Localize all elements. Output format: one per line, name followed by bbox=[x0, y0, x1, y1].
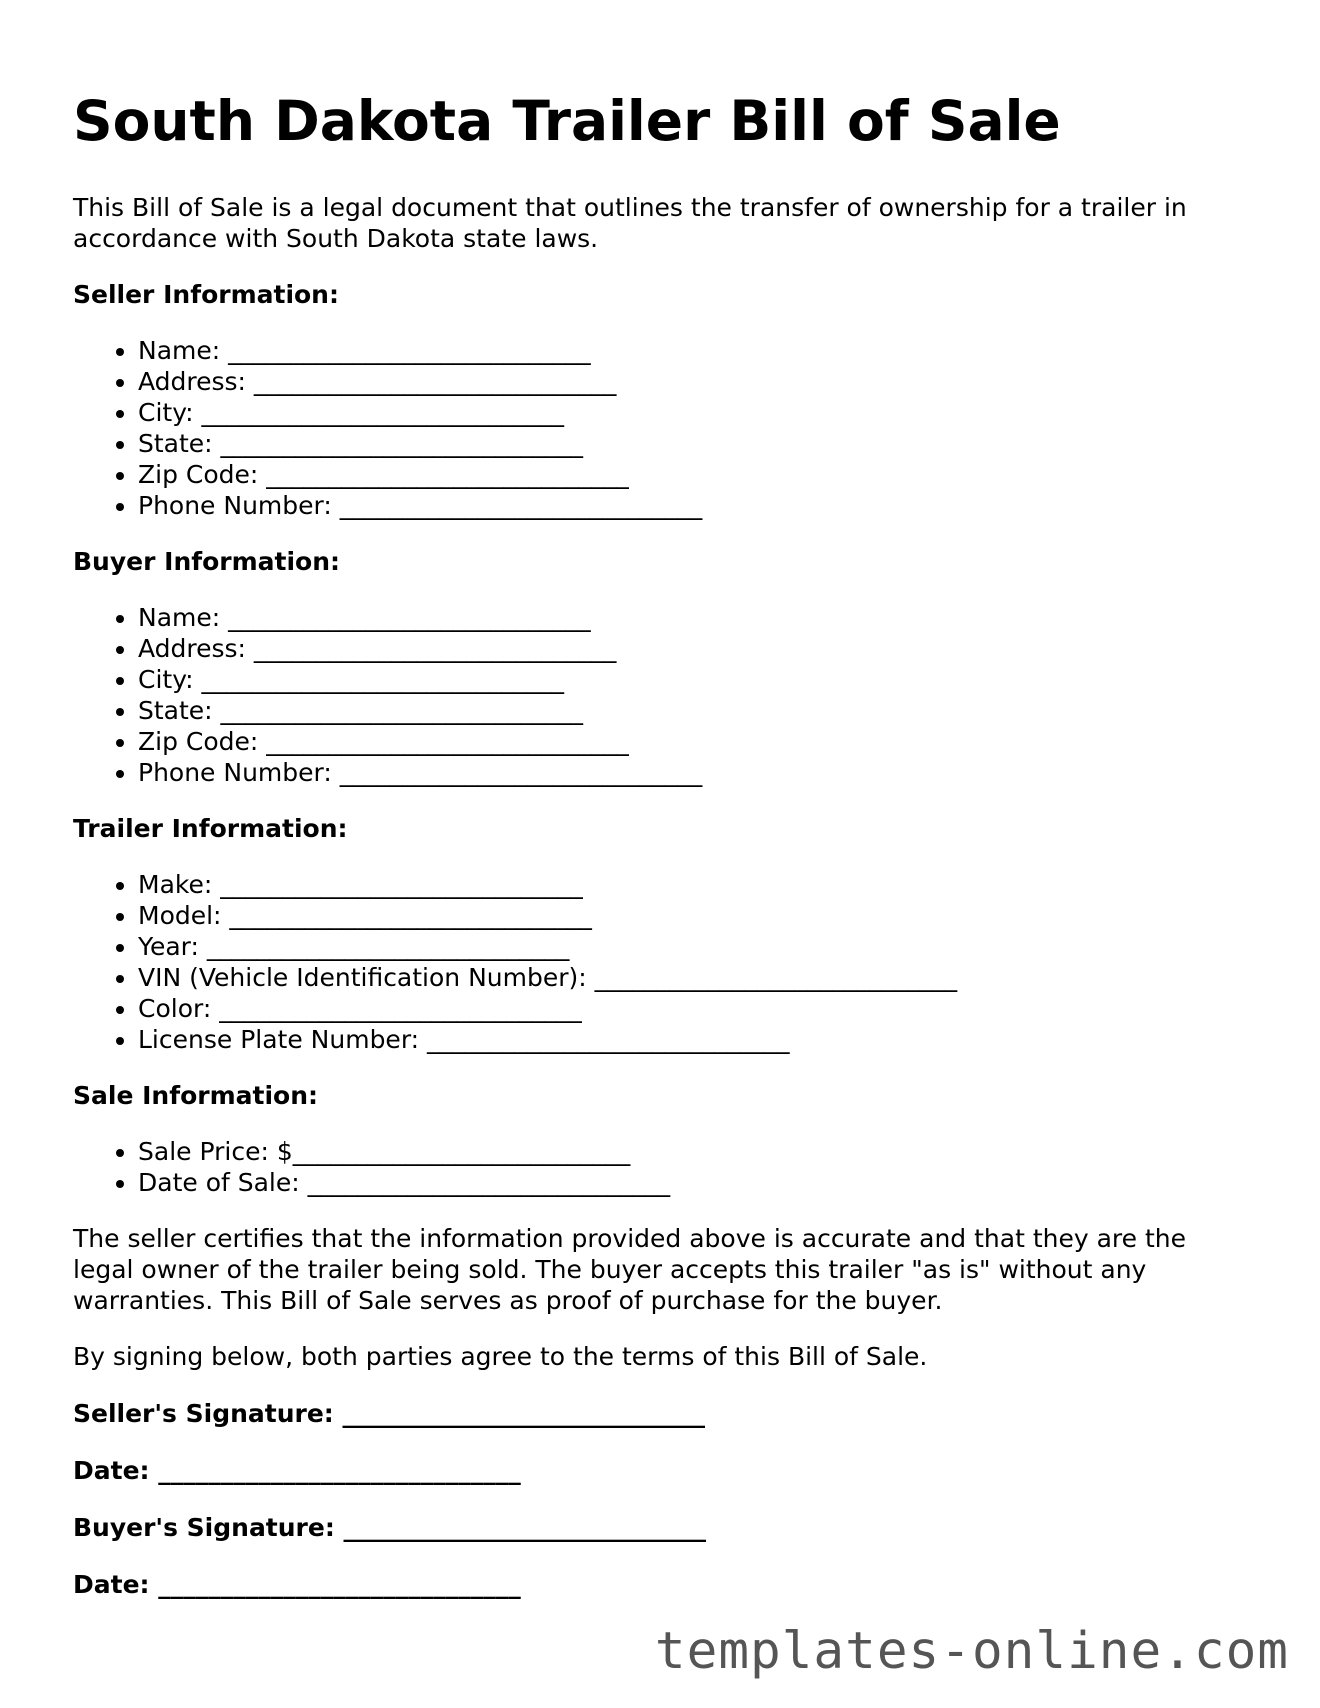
seller-date-line: Date: _____________________________ bbox=[73, 1456, 521, 1485]
trailer-make-field: • Make: _____________________________ bbox=[138, 869, 1253, 900]
sale-fields bbox=[73, 1136, 1253, 1198]
buyer-phone-field: • Phone Number: _____________________________ bbox=[138, 757, 1253, 788]
buyer-heading: Buyer Information: bbox=[73, 547, 341, 576]
seller-address-field: • Address: _____________________________ bbox=[138, 366, 1253, 397]
seller-name-field: • Name: _____________________________ bbox=[138, 335, 1253, 366]
trailer-plate-field: • License Plate Number: _____________________________ bbox=[138, 1024, 1253, 1055]
sale-date-field: • Date of Sale: _____________________________ bbox=[138, 1167, 1253, 1198]
buyer-address-field: • Address: _____________________________ bbox=[138, 633, 1253, 664]
document-title: South Dakota Trailer Bill of Sale bbox=[73, 89, 1061, 153]
trailer-color-field: • Color: _____________________________ bbox=[138, 993, 1253, 1024]
sale-heading: Sale Information: bbox=[73, 1081, 318, 1110]
seller-city-field: • City: _____________________________ bbox=[138, 397, 1253, 428]
certification-paragraph: The seller certifies that the information provided above is accurate and that they are the legal owner of the trailer being sold. The buyer accepts this trailer "as is" without any warranties. This Bill of Sale serves as proof of purchase for the buyer. bbox=[73, 1224, 1187, 1315]
buyer-state-field: • State: _____________________________ bbox=[138, 695, 1253, 726]
seller-zip-field: • Zip Code: _____________________________ bbox=[138, 459, 1253, 490]
agreement-paragraph: By signing below, both parties agree to the terms of this Bill of Sale. bbox=[73, 1342, 928, 1371]
seller-heading: Seller Information: bbox=[73, 280, 339, 309]
seller-phone-field: • Phone Number: _____________________________ bbox=[138, 490, 1253, 521]
seller-state-field: • State: _____________________________ bbox=[138, 428, 1253, 459]
trailer-model-field: • Model: _____________________________ bbox=[138, 900, 1253, 931]
seller-signature-line: Seller's Signature: _____________________________ bbox=[73, 1399, 705, 1428]
watermark: templates-online.com bbox=[654, 1622, 1289, 1681]
buyer-name-field: • Name: _____________________________ bbox=[138, 602, 1253, 633]
buyer-signature-line: Buyer's Signature: _____________________________ bbox=[73, 1513, 707, 1542]
trailer-year-field: • Year: _____________________________ bbox=[138, 931, 1253, 962]
intro-paragraph: This Bill of Sale is a legal document that outlines the transfer of ownership for a trailer in accordance with South Dakota state laws. bbox=[73, 193, 1187, 253]
seller-fields bbox=[73, 335, 1253, 521]
buyer-zip-field: • Zip Code: _____________________________ bbox=[138, 726, 1253, 757]
trailer-vin-field: • VIN (Vehicle Identification Number): _____________________________ bbox=[138, 962, 1253, 993]
buyer-date-line: Date: _____________________________ bbox=[73, 1570, 521, 1599]
trailer-heading: Trailer Information: bbox=[73, 814, 348, 843]
buyer-city-field: • City: _____________________________ bbox=[138, 664, 1253, 695]
trailer-fields bbox=[73, 869, 1253, 1055]
sale-price-field: • Sale Price: $___________________________ bbox=[138, 1136, 1253, 1167]
document-page bbox=[73, 0, 1253, 1600]
buyer-fields bbox=[73, 602, 1253, 788]
